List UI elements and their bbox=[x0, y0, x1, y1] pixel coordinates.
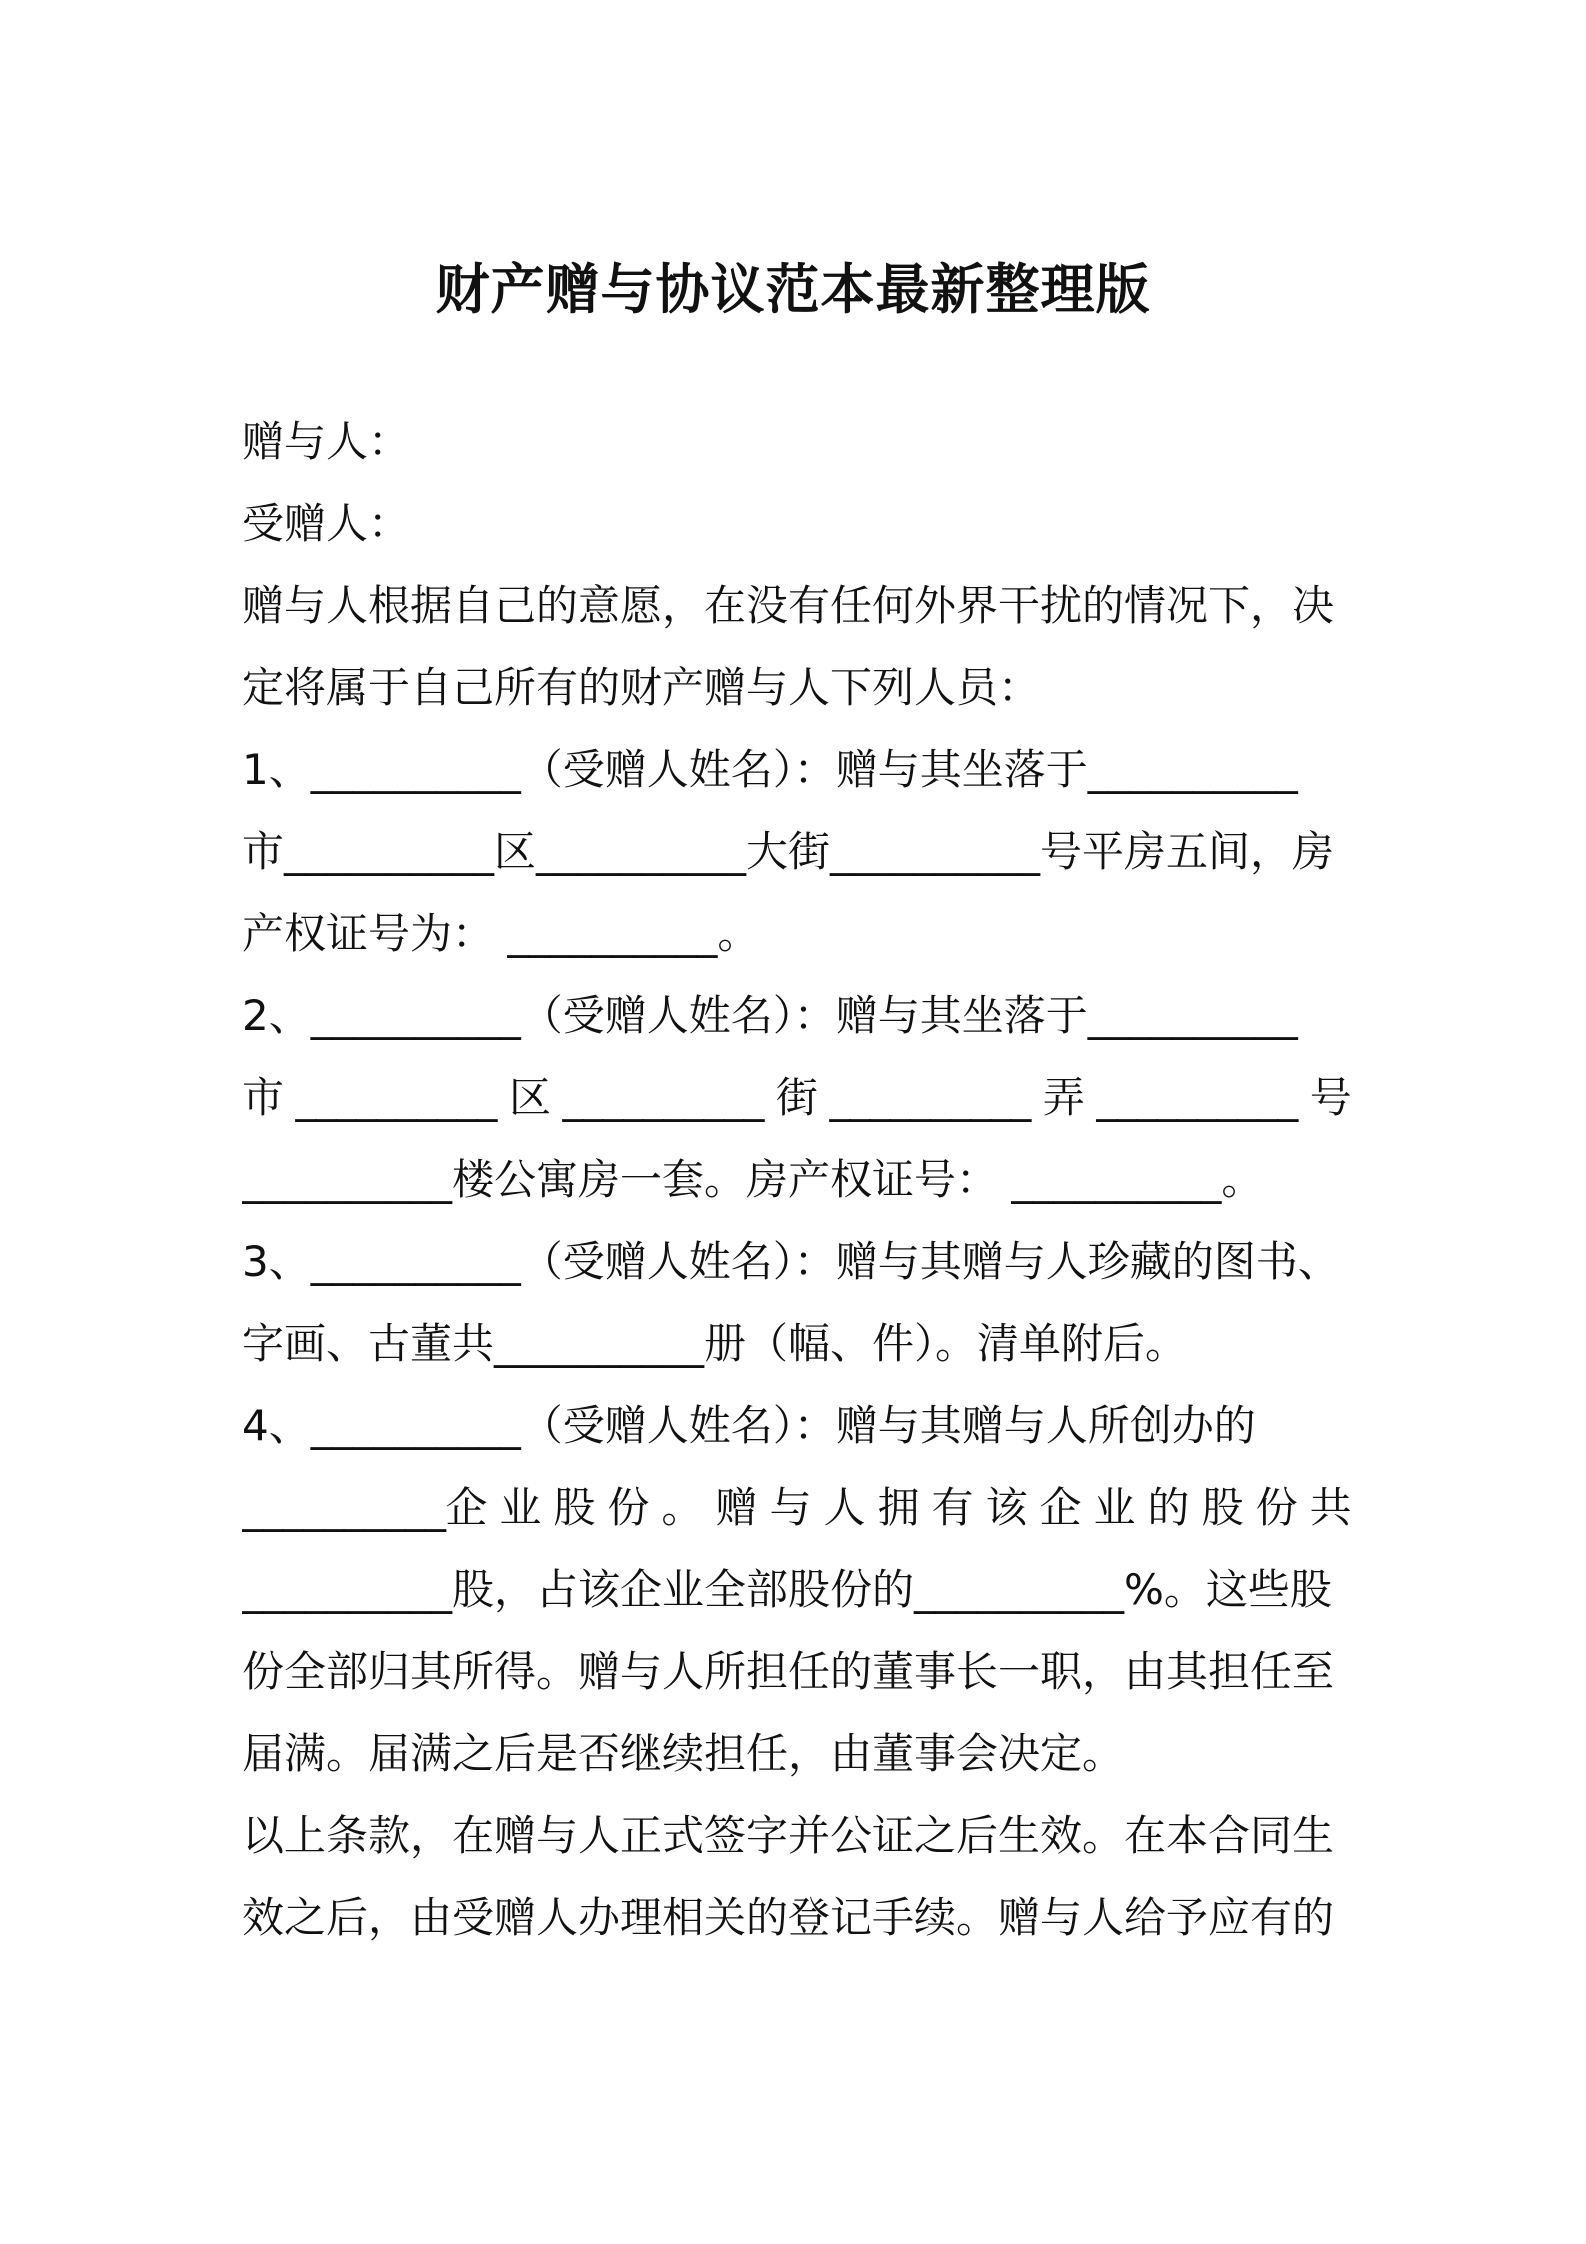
donor-line: 赠与人： bbox=[242, 417, 411, 466]
clause-4-line: 份全部归其所得。赠与人所担任的董事长一职，由其担任至 bbox=[242, 1647, 1335, 1696]
document-title: 财产赠与协议范本最新整理版 bbox=[435, 258, 1151, 321]
clause-3-line: 字画、古董共__________册（幅、件）。清单附后。 bbox=[242, 1319, 1188, 1368]
clause-1-line: 市__________区__________大街__________号平房五间，房 bbox=[242, 827, 1335, 876]
clause-2-line: 2、__________（受赠人姓名）：赠与其坐落于__________ bbox=[242, 991, 1298, 1040]
clause-3-line: 3、__________（受赠人姓名）：赠与其赠与人珍藏的图书、 bbox=[242, 1237, 1340, 1286]
recipient-line: 受赠人： bbox=[242, 499, 411, 548]
clause-4-line: 届满。届满之后是否继续担任，由董事会决定。 bbox=[242, 1729, 1125, 1778]
clause-1-line: 产权证号为： __________。 bbox=[242, 909, 760, 958]
clause-1-line: 1、__________（受赠人姓名）：赠与其坐落于__________ bbox=[242, 745, 1298, 794]
clause-4-line: __________企 业 股 份 。 赠 与 人 拥 有 该 企 业 的 股 份 共 bbox=[242, 1483, 1351, 1532]
clause-2-line: 市 __________ 区 __________ 街 __________ 弄 __________ 号 bbox=[242, 1073, 1351, 1122]
paragraph-line: 赠与人根据自己的意愿，在没有任何外界干扰的情况下，决 bbox=[242, 581, 1335, 630]
paragraph-line: 定将属于自己所有的财产赠与人下列人员： bbox=[242, 663, 1041, 712]
clause-4-line: __________股，占该企业全部股份的__________%。这些股 bbox=[242, 1565, 1332, 1614]
clause-2-line: __________楼公寓房一套。房产权证号： __________。 bbox=[242, 1155, 1264, 1204]
closing-paragraph-line: 以上条款，在赠与人正式签字并公证之后生效。在本合同生 bbox=[242, 1811, 1335, 1860]
closing-paragraph-line: 效之后，由受赠人办理相关的登记手续。赠与人给予应有的 bbox=[242, 1893, 1335, 1942]
clause-4-line: 4、__________（受赠人姓名）：赠与其赠与人所创办的 bbox=[242, 1401, 1256, 1450]
